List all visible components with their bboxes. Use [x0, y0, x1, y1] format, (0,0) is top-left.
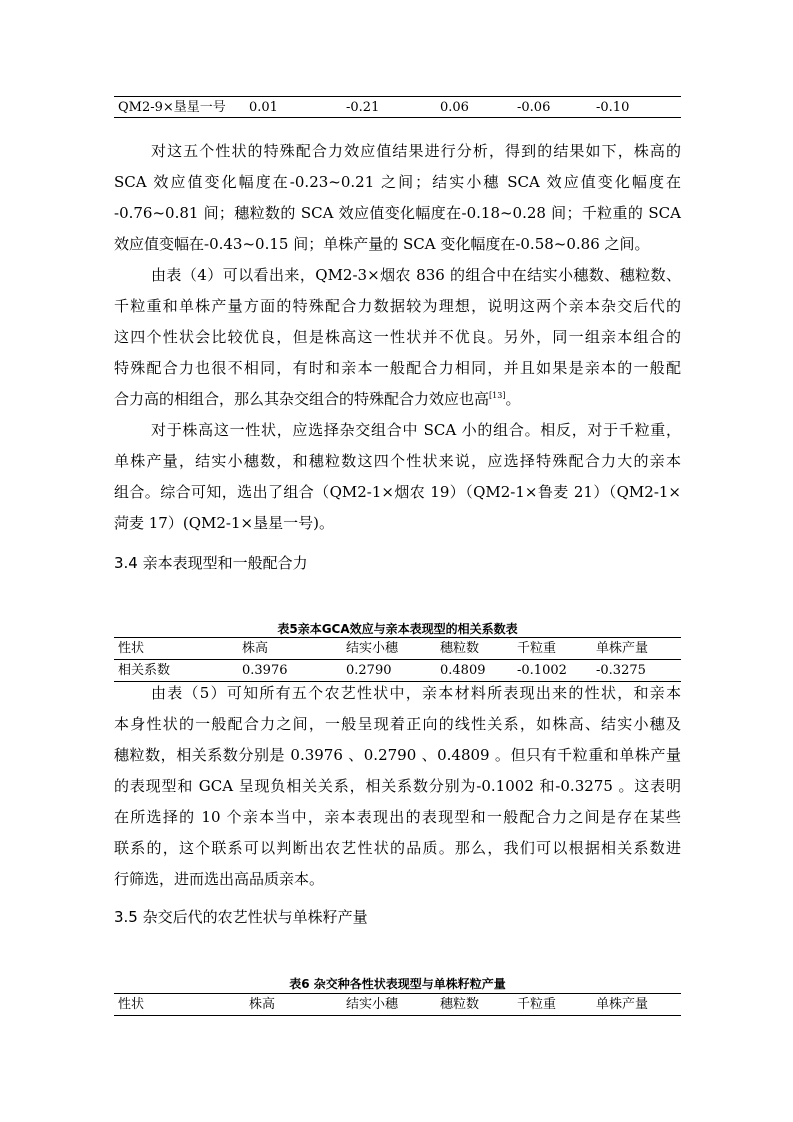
table-caption: 表5亲本GCA效应与亲本表现型的相关系数表: [277, 622, 518, 636]
text-line: 的表现型和 GCA 呈现负相关关系，相关系数分别为-0.1002 和-0.3275 。这表明: [114, 777, 681, 795]
text-line: 穗粒数，相关系数分别是 0.3976 、0.2790 、0.4809 。但只有千粒重和单株产量: [114, 746, 681, 764]
section-heading: 3.5 杂交后代的农艺性状与单株籽产量: [114, 908, 368, 926]
table4-bottom-rule: [114, 117, 681, 118]
text-line: 菏麦 17）(QM2-1×垦星一号)。: [114, 514, 334, 532]
text-line: 本身性状的一般配合力之间，一般呈现着正向的线性关系，如株高、结实小穗及: [114, 715, 681, 733]
text-line: 对这五个性状的特殊配合力效应值结果进行分析，得到的结果如下，株高的: [151, 142, 681, 160]
paragraph-selection: [114, 415, 681, 539]
text-line: 组合。综合可知，选出了组合（QM2-1×烟农 19）（QM2-1×鲁麦 21）（QM2-1×: [114, 483, 681, 501]
table-cell: 0.01: [249, 100, 278, 115]
table-header-cell: 单株产量: [596, 641, 649, 656]
table-header-cell: 株高: [249, 997, 276, 1012]
text-line: 对于株高这一性状，应选择杂交组合中 SCA 小的组合。相反，对于千粒重，: [151, 421, 681, 439]
table-header-cell: 株高: [242, 641, 269, 656]
text-span: 。: [505, 390, 521, 408]
table-cell: -0.10: [596, 100, 630, 115]
text-line: SCA 效应值变化幅度在-0.23~0.21 之间；结实小穗 SCA 效应值变化幅度在: [114, 173, 681, 191]
text-span: 合力高的相组合，那么其杂交组合的特殊配合力效应也高: [114, 390, 490, 408]
table5-top-rule: [114, 637, 681, 638]
table-cell: -0.06: [517, 100, 551, 115]
table-header-cell: 千粒重: [517, 997, 557, 1012]
text-line: 在所选择的 10 个亲本当中，亲本表现出的表现型和一般配合力之间是存在某些: [114, 808, 681, 826]
table5-mid-rule: [114, 659, 681, 660]
table6-mid-rule: [114, 1015, 681, 1016]
table-cell: 0.4809: [440, 663, 486, 678]
table-cell: 0.06: [440, 100, 469, 115]
table-cell: QM2-9×垦星一号: [118, 100, 226, 115]
table-cell: -0.3275: [596, 663, 646, 678]
table6-top-rule: [114, 993, 681, 994]
paragraph-sca-ranges: [114, 136, 681, 260]
table-cell: -0.1002: [517, 663, 567, 678]
text-line: 由表（5）可知所有五个农艺性状中，亲本材料所表现出来的性状，和亲本: [151, 684, 681, 702]
citation: [13]: [489, 391, 506, 400]
text-line: 单株产量，结实小穗数，和穗粒数这四个性状来说，应选择特殊配合力大的亲本: [114, 452, 681, 470]
text-line: 行筛选，进而选出高品质亲本。: [114, 870, 325, 888]
text-line: [114, 384, 681, 415]
table4-top-rule: [114, 96, 681, 97]
text-line: 这四个性状会比较优良，但是株高这一性状并不优良。另外，同一组亲本组合的: [114, 328, 681, 346]
table-cell: -0.21: [346, 100, 380, 115]
table-header-cell: 穗粒数: [440, 997, 480, 1012]
table-cell: 0.3976: [242, 663, 288, 678]
table-header-cell: 性状: [118, 997, 145, 1012]
table-cell: 0.2790: [346, 663, 392, 678]
paragraph-table5-analysis: [114, 678, 681, 895]
table-header-cell: 穗粒数: [440, 641, 480, 656]
table-header-cell: 性状: [118, 641, 145, 656]
table-header-cell: 千粒重: [517, 641, 557, 656]
section-heading: 3.4 亲本表现型和一般配合力: [114, 554, 308, 572]
table-header-cell: 结实小穗: [346, 641, 399, 656]
text-line: 由表（4）可以看出来，QM2-3×烟农 836 的组合中在结实小穗数、穗粒数、: [151, 266, 681, 284]
table-cell: 相关系数: [118, 663, 171, 678]
text-line: 千粒重和单株产量方面的特殊配合力数据较为理想，说明这两个亲本杂交后代的: [114, 297, 681, 315]
table-header-cell: 单株产量: [596, 997, 649, 1012]
text-line: -0.76~0.81 间；穗粒数的 SCA 效应值变化幅度在-0.18~0.28 间；千粒重的 SCA: [114, 204, 681, 222]
table-caption: 表6 杂交种各性状表现型与单株籽粒产量: [289, 977, 506, 991]
text-line: 联系的，这个联系可以判断出农艺性状的品质。那么，我们可以根据相关系数进: [114, 839, 681, 857]
text-line: 特殊配合力也很不相同，有时和亲本一般配合力相同，并且如果是亲本的一般配: [114, 359, 681, 377]
paragraph-table4-analysis: [114, 260, 681, 415]
text-line: 效应值变幅在-0.43~0.15 间；单株产量的 SCA 变化幅度在-0.58~0.86 之间。: [114, 235, 650, 253]
table-header-cell: 结实小穗: [346, 997, 399, 1012]
